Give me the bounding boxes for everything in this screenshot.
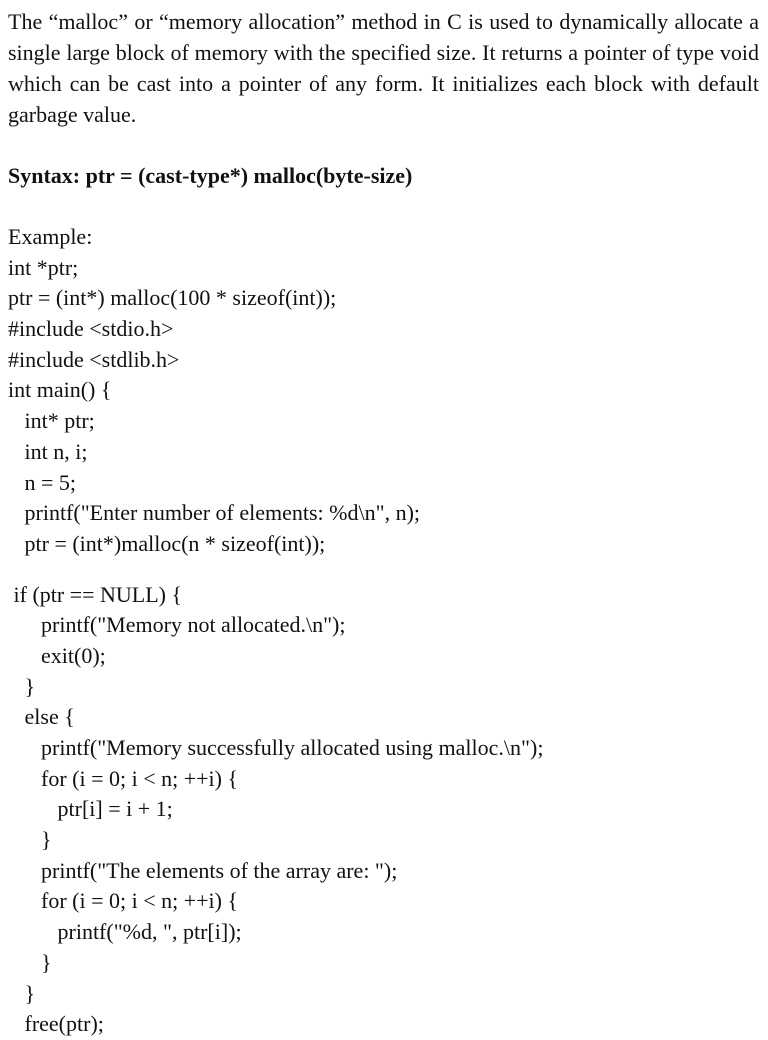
code-line: for (i = 0; i < n; ++i) {: [8, 765, 239, 791]
code-line: printf("The elements of the array are: ");: [8, 857, 398, 883]
code-line: for (i = 0; i < n; ++i) {: [8, 888, 239, 914]
code-line: printf("Memory not allocated.\n");: [8, 612, 346, 638]
blank-gap: [8, 560, 759, 580]
code-line: free(ptr);: [8, 1011, 104, 1037]
code-line: int main() {: [8, 377, 112, 403]
code-line: ptr = (int*) malloc(100 * sizeof(int));: [8, 285, 337, 311]
code-line: printf("Memory successfully allocated using malloc.\n");: [8, 735, 544, 760]
code-line: #include <stdlib.h>: [8, 346, 180, 372]
code-example: [8, 222, 759, 1040]
code-line: int* ptr;: [8, 408, 95, 434]
code-line: #include <stdio.h>: [8, 316, 174, 342]
code-line: ptr[i] = i + 1;: [8, 796, 173, 822]
code-line: exit(0);: [8, 642, 106, 668]
code-line: }: [8, 827, 52, 853]
code-line: int *ptr;: [8, 254, 79, 280]
code-line: }: [8, 673, 36, 699]
code-line: else {: [8, 704, 75, 730]
code-line: }: [8, 980, 36, 1006]
code-line: }: [8, 949, 52, 975]
example-label: Example:: [8, 224, 93, 249]
code-line: if (ptr == NULL) {: [8, 581, 183, 607]
syntax-line: Syntax: ptr = (cast-type*) malloc(byte-size): [8, 163, 413, 188]
code-line: printf("Enter number of elements: %d\n", n);: [8, 500, 421, 526]
code-line: int n, i;: [8, 438, 88, 464]
intro-paragraph: The “malloc” or “memory allocation” method in C is used to dynamically allocate a single large block of memory with the specified size. It returns a pointer of type void which can be cast into a pointer of any form. It initializes each block with default garbage value.: [8, 9, 759, 127]
code-line: ptr = (int*)malloc(n * sizeof(int));: [8, 530, 326, 556]
document-page: [8, 6, 759, 1040]
code-line: n = 5;: [8, 469, 77, 495]
code-line: printf("%d, ", ptr[i]);: [8, 919, 242, 945]
